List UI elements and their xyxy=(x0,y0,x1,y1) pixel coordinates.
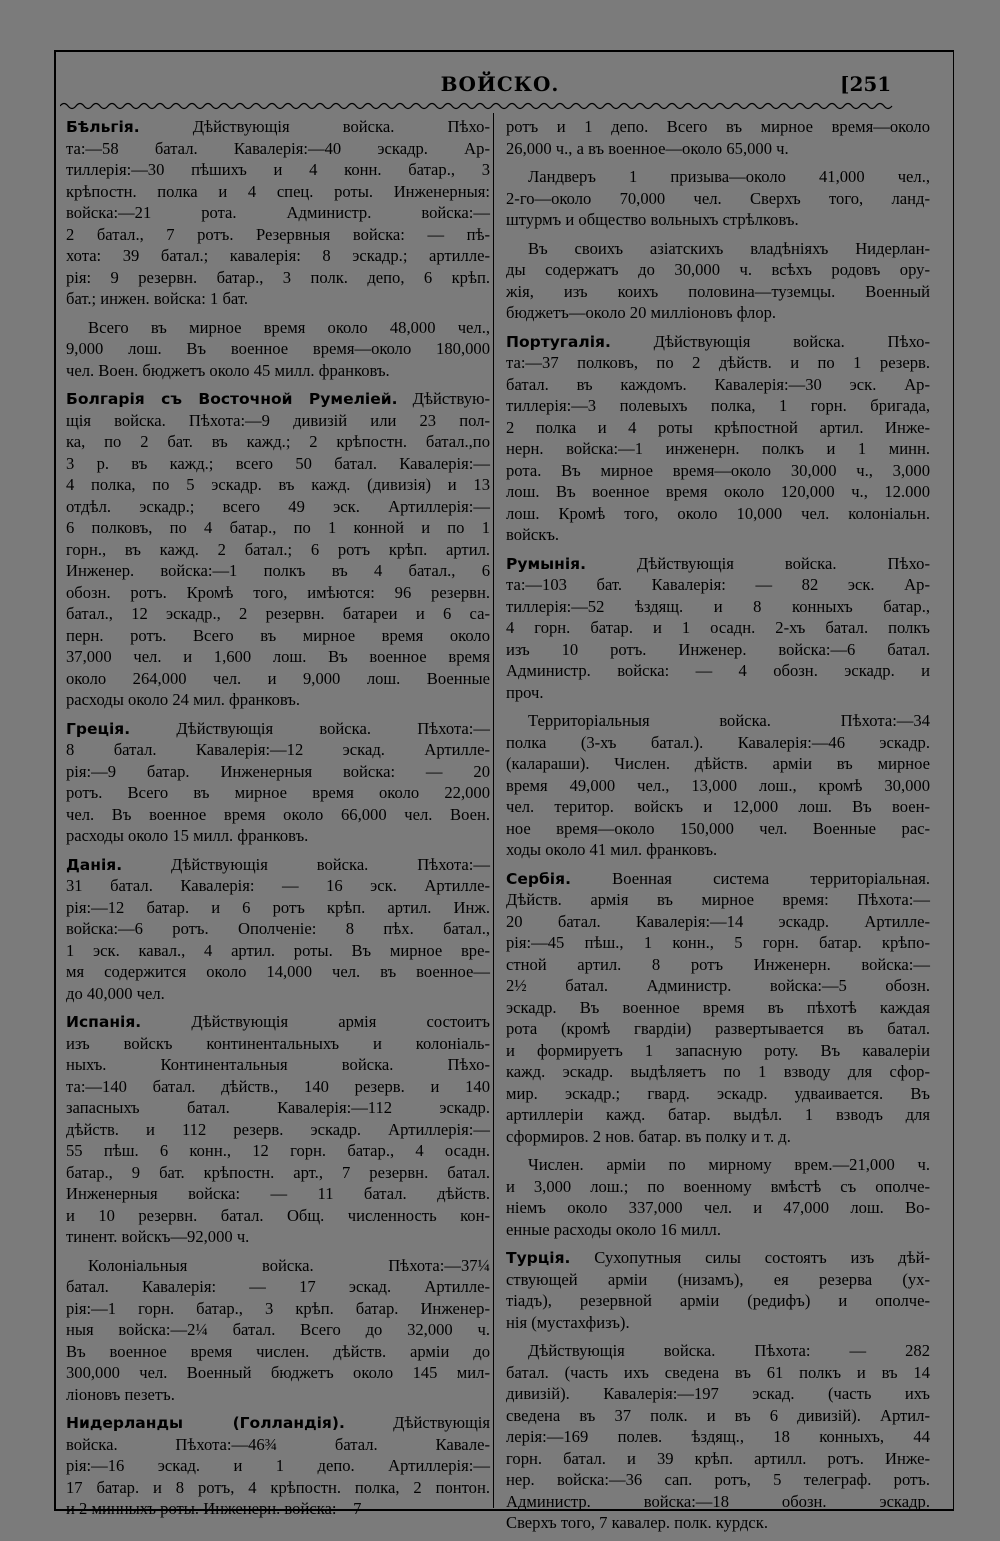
column-divider xyxy=(493,113,494,1508)
text-line: лош. Кромѣ того, около 10,000 чел. колоніальн. xyxy=(506,503,930,523)
text-line: расходы около 15 милл. франковъ. xyxy=(66,826,309,845)
text-line-content: Дѣйствую- xyxy=(397,389,490,408)
text-line: 3 р. въ кажд.; всего 50 батал. Кавалерія:— xyxy=(66,453,490,473)
text-line: Ландверъ 1 призыва—около 41,000 чел., xyxy=(528,167,930,186)
text-line: Администр. войска:—18 обозн. эскадр. xyxy=(506,1491,930,1511)
text-line: обозн. ротъ. Кромѣ того, имѣются: 96 резервн. xyxy=(66,582,490,602)
text-line: ка, по 2 бат. въ кажд.; 2 крѣпостн. батал.,по xyxy=(66,432,490,451)
text-line: изъ войскъ континентальныхъ и колоніаль- xyxy=(66,1033,490,1053)
text-line xyxy=(66,718,490,740)
text-line: дивизій). Кавалерія:—197 эскад. (часть ихъ xyxy=(506,1384,930,1403)
text-line: отдѣл. эскадр.; всего 49 эск. Артиллерія:— xyxy=(66,496,490,516)
text-line: крѣпостн. полка и 4 спец. роты. Инженерныя: xyxy=(66,181,490,201)
text-line: 31 батал. Кавалерія: — 16 эск. Артилле- xyxy=(66,876,490,895)
text-line: тіадъ), резервной арміи (редифъ) и ополче- xyxy=(506,1291,930,1310)
text-line: перн. ротъ. Всего въ мирное время около xyxy=(66,625,490,645)
text-line: жія, изъ коихъ половина—туземцы. Военный xyxy=(506,281,930,301)
text-line: та:—103 бат. Кавалерія: — 82 эск. Ар- xyxy=(506,575,930,594)
text-line: полка (3-хъ батал.). Кавалерія:—46 эскадр. xyxy=(506,732,930,752)
text-line: ды содержатъ до 30,000 ч. всѣхъ родовъ ору- xyxy=(506,260,930,279)
running-header-title: ВОЙСКО. xyxy=(440,72,560,96)
paragraph xyxy=(506,1340,930,1534)
text-line: 1 эск. кавал., 4 артил. роты. Въ мирное вре- xyxy=(66,940,490,960)
entry-сербія xyxy=(506,868,930,1148)
text-line xyxy=(66,854,490,876)
paragraph xyxy=(506,1154,930,1240)
country-heading: Греція. xyxy=(66,719,131,738)
left-column xyxy=(66,116,490,1527)
text-line: Въ военное время числен. дѣйств. арміи до xyxy=(66,1341,490,1361)
text-line: 4 полка, по 5 эскадр. въ кажд. (дивизія) и 13 xyxy=(66,475,490,494)
country-heading: Данія. xyxy=(66,855,123,874)
entry-португалія xyxy=(506,331,930,546)
text-line: та:—58 батал. Кавалерія:—40 эскадр. Ар- xyxy=(66,138,490,158)
country-heading: Румынія. xyxy=(506,554,587,573)
text-line: Инженер. войска:—1 полкъ въ 4 батал., 6 xyxy=(66,561,490,580)
text-line: хота: 39 батал.; кавалерія: 8 эскадр.; артилле- xyxy=(66,246,490,265)
country-heading: Испанія. xyxy=(66,1013,142,1031)
text-line: мир. эскадр.; гвард. эскадр. удваивается. Въ xyxy=(506,1083,930,1103)
text-line: 300,000 чел. Военный бюджетъ около 145 мил- xyxy=(66,1363,490,1382)
text-line: рія:—1 горн. батар., 3 крѣп. батар. Инженер- xyxy=(66,1298,490,1318)
text-line: рія:—16 эскад. и 1 депо. Артиллерія:— xyxy=(66,1456,490,1475)
text-line: нерн. войска:—1 инженерн. полкъ и 1 минн. xyxy=(506,439,930,458)
text-line: и 2 минныхъ роты. Инженерн. войска:—7 xyxy=(66,1499,362,1518)
text-line: та:—140 батал. дѣйств., 140 резерв. и 140 xyxy=(66,1076,490,1096)
text-line-content: Дѣйствующія войска. Пѣхо- xyxy=(610,331,930,351)
text-line: 6 полковъ, по 4 батар., по 1 конной и по 1 xyxy=(66,518,490,537)
text-line: дѣйств. и 112 резерв. эскадр. Артиллерія:— xyxy=(66,1119,490,1139)
text-line: нія (мустахфизъ). xyxy=(506,1312,630,1332)
text-line: 4 горн. батар. и 1 осадн. 2-хъ батал. полкъ xyxy=(506,618,930,637)
text-line-content: Дѣйствующія xyxy=(344,1413,490,1432)
text-line: 26,000 ч., а въ военное—около 65,000 ч. xyxy=(506,138,789,158)
text-line: рота (кромѣ гвардіи) развертывается въ батал. xyxy=(506,1019,930,1038)
text-line-content: Дѣйствующія войска. Пѣхота:— xyxy=(130,718,490,738)
text-line: ходы около 41 мил. франковъ. xyxy=(506,840,718,859)
text-line: время 49,000 чел., 13,000 лош., кромѣ 30,000 xyxy=(506,775,930,795)
text-line: ныя войска:—2¼ батал. Всего до 32,000 ч. xyxy=(66,1320,490,1339)
paragraph xyxy=(506,238,930,324)
text-line: и 3,000 лош.; по военному вмѣстѣ съ ополче- xyxy=(506,1176,930,1196)
text-line: ніемъ около 337,000 чел. и 47,000 лош. Во- xyxy=(506,1198,930,1217)
country-heading: Сербія. xyxy=(506,869,571,888)
text-line: ліоновъ пезетъ. xyxy=(66,1384,175,1404)
text-line: Администр. войска: — 4 обозн. эскадр. и xyxy=(506,661,930,680)
text-line-content: Дѣйствующія войска. Пѣхо- xyxy=(586,553,930,573)
text-line: рота. Въ мирное время—около 30,000 ч., 3,000 xyxy=(506,460,930,480)
text-line: 2 батал., 7 ротъ. Резервныя войска: — пѣ- xyxy=(66,224,490,244)
text-line: сформиров. 2 нов. батар. въ полку и т. д. xyxy=(506,1126,791,1146)
text-line: кажд. эскадр. выдѣляетъ по 1 взводу для сфор- xyxy=(506,1062,930,1081)
text-line: 17 батар. и 8 ротъ, 4 крѣпостн. полка, 2 понтон. xyxy=(66,1477,490,1497)
text-line: артиллеріи кажд. батар. выдѣл. 1 взводъ для xyxy=(506,1105,930,1124)
text-line: батал. Кавалерія: — 17 эскад. Артилле- xyxy=(66,1277,490,1296)
text-line: ротъ и 1 депо. Всего въ мирное время—около xyxy=(506,117,930,136)
paragraph xyxy=(506,116,930,159)
text-line: мя содержится около 14,000 чел. въ военное— xyxy=(66,962,490,981)
text-line: войска:—6 ротъ. Ополченіе: 8 пѣх. батал., xyxy=(66,919,490,938)
text-line: тиллерія:—3 полевыхъ полка, 1 горн. бригада, xyxy=(506,396,930,415)
text-line: ротъ. Всего въ мирное время около 22,000 xyxy=(66,783,490,802)
entry-болгарія-съ-восточной-румеліей xyxy=(66,388,490,711)
text-line: горн. батал. и 39 крѣп. артилл. ротъ. Инже- xyxy=(506,1448,930,1468)
text-line: до 40,000 чел. xyxy=(66,983,165,1003)
text-line-content: Дѣйствующія войска. Пѣхота:— xyxy=(122,854,490,874)
text-line: Въ своихъ азіатскихъ владѣніяхъ Нидерлан- xyxy=(528,238,930,258)
text-line xyxy=(66,116,490,138)
text-line: тинент. войскъ—92,000 ч. xyxy=(66,1227,250,1246)
text-line: войска:—21 рота. Администр. войска:— xyxy=(66,203,490,222)
text-line: батал. (часть ихъ сведена въ 61 полкъ и въ 14 xyxy=(506,1362,930,1382)
text-line: Территоріальныя войска. Пѣхота:—34 xyxy=(528,711,930,730)
text-line xyxy=(506,553,930,575)
text-line: изъ 10 ротъ. Инженер. войска:—6 батал. xyxy=(506,639,930,659)
text-line: рія: 9 резервн. батар., 3 полк. депо, 6 крѣп. xyxy=(66,267,490,287)
text-line: Всего въ мирное время около 48,000 чел., xyxy=(88,317,490,337)
text-line: рія:—45 пѣш., 1 конн., 5 горн. батар. крѣпо- xyxy=(506,933,930,952)
country-heading: Нидерланды (Голландія). xyxy=(66,1414,345,1432)
text-line xyxy=(66,388,490,410)
text-line: Сверхъ того, 7 кавалер. полк. курдск. xyxy=(506,1513,768,1532)
text-line: батар., 9 бат. крѣпостн. арт., 7 резервн. батал. xyxy=(66,1162,490,1182)
text-line xyxy=(506,1247,930,1269)
paragraph xyxy=(506,166,930,231)
text-line-content: Дѣйствующія войска. Пѣхо- xyxy=(139,117,490,136)
country-heading: Турція. xyxy=(506,1249,571,1267)
text-line: запасныхъ батал. Кавалерія:—112 эскадр. xyxy=(66,1098,490,1117)
text-line: щія войска. Пѣхота:—9 дивизій или 23 пол- xyxy=(66,410,490,430)
text-line: батал., 12 эскадр., 2 резервн. батареи и 6 са- xyxy=(66,604,490,623)
entry-данія xyxy=(66,854,490,1005)
text-line-content: Военная система территоріальная. xyxy=(570,868,930,888)
text-line: 2-го—около 70,000 чел. Сверхъ того, ланд- xyxy=(506,188,930,208)
right-column xyxy=(506,116,930,1541)
text-line: рія:—9 батар. Инженерныя войска: — 20 xyxy=(66,761,490,781)
entry-нидерланды-голландія xyxy=(66,1412,490,1520)
text-line: Числен. арміи по мирному врем.—21,000 ч. xyxy=(528,1155,930,1174)
text-line: чел. територ. войскъ и 12,000 лош. Въ воен- xyxy=(506,797,930,816)
text-line: войска. Пѣхота:—46¾ батал. Кавале- xyxy=(66,1434,490,1454)
text-line xyxy=(506,331,930,353)
text-line: та:—37 полковъ, по 2 дѣйств. и по 1 резерв. xyxy=(506,353,930,372)
text-line: лош. Въ военное время около 120,000 ч., 12.000 xyxy=(506,482,930,501)
text-line: лерія:—169 полев. ѣздящ., 18 конныхъ, 44 xyxy=(506,1427,930,1446)
text-line: 55 пѣш. 6 конн., 12 горн. батар., 4 осадн. xyxy=(66,1141,490,1160)
entry-испанія xyxy=(66,1011,490,1248)
text-line: рія:—12 батар. и 6 ротъ крѣп. артил. Инж. xyxy=(66,897,490,917)
text-line: около 264,000 чел. и 9,000 лош. Военные xyxy=(66,668,490,688)
text-line: Инженерныя войска: — 11 батал. дѣйств. xyxy=(66,1184,490,1203)
text-line: тиллерія:—52 ѣздящ. и 8 конныхъ батар., xyxy=(506,596,930,616)
country-heading: Болгарія съ Восточной Румеліей. xyxy=(66,390,398,408)
text-line: Дѣйствующія войска. Пѣхота: — 282 xyxy=(528,1341,930,1360)
text-line: батал. въ каждомъ. Кавалерія:—30 эск. Ар- xyxy=(506,374,930,394)
text-line: (калараши). Числен. дѣйств. арміи въ мирное xyxy=(506,754,930,773)
text-line: войскъ. xyxy=(506,525,560,544)
paragraph xyxy=(66,1255,490,1406)
text-line: 2½ батал. Администр. войска:—5 обозн. xyxy=(506,976,930,995)
text-line: чел. Въ военное время около 66,000 чел. Воен. xyxy=(66,804,490,824)
text-line: сведена въ 37 полк. и въ 6 дивизій). Артил- xyxy=(506,1405,930,1425)
text-line: 20 батал. Кавалерія:—14 эскадр. Артилле- xyxy=(506,911,930,931)
text-line: бюджетъ—около 20 милліоновъ флор. xyxy=(506,303,777,322)
text-line: штурмъ и общество вольныхъ стрѣлковъ. xyxy=(506,210,799,229)
text-line: ное время—около 150,000 чел. Военные рас- xyxy=(506,818,930,838)
text-line: Колоніальныя войска. Пѣхота:—37¼ xyxy=(88,1255,490,1275)
text-line: горн., въ кажд. 2 батал.; 6 ротъ крѣп. артил. xyxy=(66,539,490,559)
text-line: проч. xyxy=(506,682,544,702)
text-line: нер. войска:—36 сап. ротъ, 5 телеграф. ротъ. xyxy=(506,1470,930,1489)
text-line: 2 полка и 4 роты крѣпостной артил. Инже- xyxy=(506,417,930,437)
text-line-content: Сухопутныя силы состоятъ изъ дѣй- xyxy=(570,1248,930,1267)
text-line xyxy=(66,1412,490,1434)
text-line: расходы около 24 мил. франковъ. xyxy=(66,690,301,709)
wavy-header-rule xyxy=(60,101,895,111)
text-line: Дѣйств. армія въ мирное время: Пѣхота:— xyxy=(506,890,930,909)
text-line: енные расходы около 16 милл. xyxy=(506,1219,721,1239)
country-heading: Португалія. xyxy=(506,332,611,351)
country-heading: Бѣльгія. xyxy=(66,118,140,136)
text-line: 9,000 лош. Въ военное время—около 180,000 xyxy=(66,339,490,358)
text-line: тиллерія:—30 пѣшихъ и 4 конн. батар., 3 xyxy=(66,160,490,179)
entry-греція xyxy=(66,718,490,847)
entry-румынія xyxy=(506,553,930,704)
entry-бѣльгія xyxy=(66,116,490,310)
text-line: и 10 резервн. батал. Общ. численность кон- xyxy=(66,1205,490,1225)
text-line: 37,000 чел. и 1,600 лош. Въ военное время xyxy=(66,647,490,666)
text-line: стной артил. 8 ротъ Инженерн. войска:— xyxy=(506,954,930,974)
text-line-content: Дѣйствующія армія состоитъ xyxy=(141,1012,490,1031)
text-line: бат.; инжен. войска: 1 бат. xyxy=(66,289,249,308)
text-line xyxy=(66,1011,490,1033)
text-line: чел. Воен. бюджетъ около 45 милл. франковъ. xyxy=(66,360,390,380)
paragraph xyxy=(66,317,490,382)
text-line: ныхъ. Континентальныя войска. Пѣхо- xyxy=(66,1055,490,1074)
text-line: ствующей арміи (низамъ), ея резерва (ух- xyxy=(506,1269,930,1289)
paragraph xyxy=(506,710,930,861)
text-line xyxy=(506,868,930,890)
text-line: 8 батал. Кавалерія:—12 эскад. Артилле- xyxy=(66,740,490,759)
text-line: эскадр. Въ военное время въ пѣхотѣ каждая xyxy=(506,997,930,1017)
page-number: [251 xyxy=(840,72,892,96)
entry-турція xyxy=(506,1247,930,1333)
text-line: и формируетъ 1 запасную роту. Въ кавалеріи xyxy=(506,1040,930,1060)
